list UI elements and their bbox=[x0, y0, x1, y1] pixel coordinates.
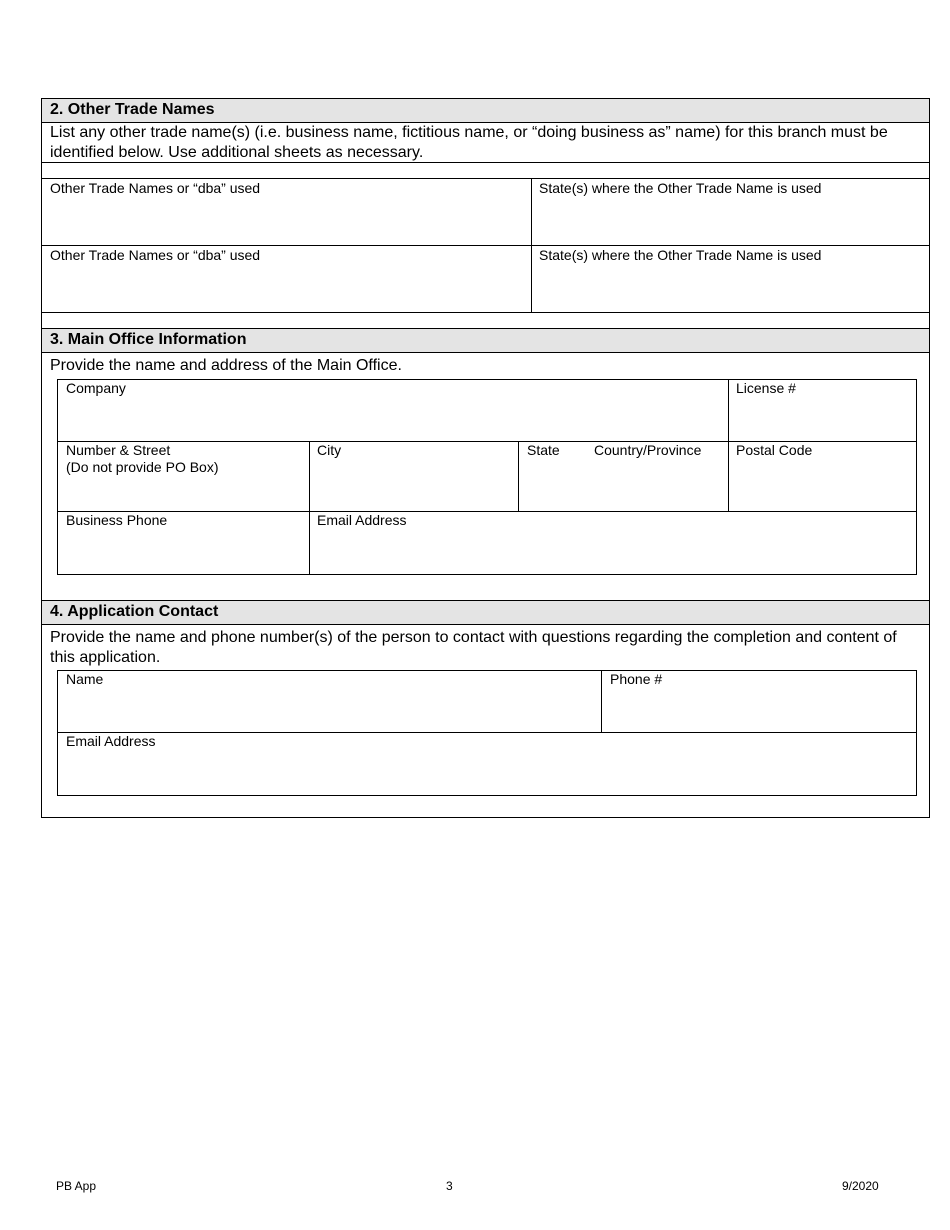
divider bbox=[58, 732, 916, 733]
street-label-line1: Number & Street bbox=[66, 442, 171, 458]
state-input[interactable] bbox=[525, 462, 585, 508]
column-divider bbox=[601, 671, 602, 733]
form-frame bbox=[41, 98, 930, 818]
license-label: License # bbox=[736, 380, 796, 396]
trade-name-label-2: Other Trade Names or “dba” used bbox=[50, 247, 261, 263]
license-input[interactable] bbox=[734, 400, 912, 438]
footer-form-id: PB App bbox=[56, 1179, 97, 1193]
trade-state-label-1: State(s) where the Other Trade Name is used bbox=[539, 180, 822, 196]
column-divider bbox=[518, 441, 519, 512]
contact-name-label: Name bbox=[66, 671, 104, 687]
business-phone-label: Business Phone bbox=[66, 512, 168, 528]
contact-name-input[interactable] bbox=[64, 691, 596, 729]
section-3-instructions: Provide the name and address of the Main Office. bbox=[50, 357, 402, 374]
section-4-header: 4. Application Contact bbox=[42, 601, 929, 625]
trade-name-input-1[interactable] bbox=[48, 199, 528, 241]
trade-name-label-1: Other Trade Names or “dba” used bbox=[50, 180, 261, 196]
contact-email-label: Email Address bbox=[66, 733, 156, 749]
street-input[interactable] bbox=[64, 478, 304, 508]
company-input[interactable] bbox=[64, 400, 724, 438]
country-label: Country/Province bbox=[594, 442, 702, 458]
trade-state-label-2: State(s) where the Other Trade Name is used bbox=[539, 247, 822, 263]
street-label-line2: (Do not provide PO Box) bbox=[66, 459, 219, 475]
trade-state-input-2[interactable] bbox=[537, 266, 925, 308]
contact-phone-label: Phone # bbox=[610, 671, 663, 687]
trade-state-input-1[interactable] bbox=[537, 199, 925, 241]
divider bbox=[42, 312, 929, 313]
section-2-header: 2. Other Trade Names bbox=[42, 99, 929, 123]
footer-page-number: 3 bbox=[446, 1179, 453, 1193]
divider bbox=[42, 178, 929, 179]
office-email-label: Email Address bbox=[317, 512, 407, 528]
country-input[interactable] bbox=[592, 462, 724, 508]
office-email-input[interactable] bbox=[315, 532, 912, 570]
divider bbox=[42, 162, 929, 163]
state-label: State bbox=[527, 442, 560, 458]
postal-code-label: Postal Code bbox=[736, 442, 813, 458]
trade-name-input-2[interactable] bbox=[48, 266, 528, 308]
business-phone-input[interactable] bbox=[64, 532, 304, 570]
section-3-header: 3. Main Office Information bbox=[42, 329, 929, 353]
column-divider bbox=[728, 380, 729, 512]
main-office-table bbox=[57, 379, 917, 575]
city-input[interactable] bbox=[315, 462, 517, 508]
column-divider bbox=[309, 441, 310, 574]
street-label bbox=[66, 442, 219, 476]
footer-date: 9/2020 bbox=[842, 1179, 879, 1193]
postal-code-input[interactable] bbox=[734, 462, 912, 508]
section-4-instructions: Provide the name and phone number(s) of the person to contact with questions regarding the completion and content of this application. bbox=[50, 629, 897, 666]
divider bbox=[42, 245, 929, 246]
divider bbox=[58, 511, 916, 512]
company-label: Company bbox=[66, 380, 126, 396]
application-contact-table bbox=[57, 670, 917, 796]
contact-phone-input[interactable] bbox=[608, 691, 912, 729]
contact-email-input[interactable] bbox=[64, 753, 912, 791]
section-2-instructions: List any other trade name(s) (i.e. business name, fictitious name, or “doing business as” name) for this branch must be identified below. Use additional sheets as necessary. bbox=[50, 124, 888, 161]
city-label: City bbox=[317, 442, 342, 458]
